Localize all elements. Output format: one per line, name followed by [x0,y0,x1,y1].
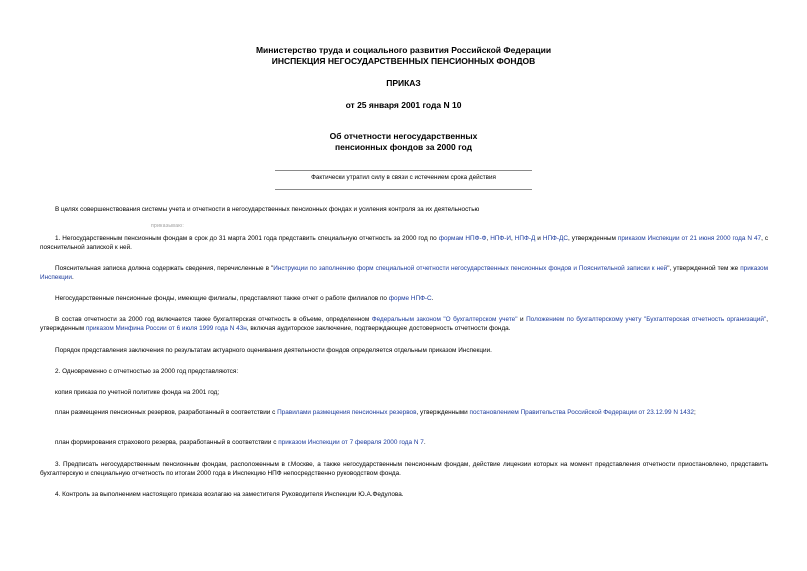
text: , с пояснительной запиской к ней. [40,235,769,251]
link-instruction[interactable]: Инструкции по заполнению форм специальной отчетности негосударственных пенсионных фондов и Пояснительной записки к ней [273,265,668,272]
document-header [0,45,807,66]
text: , включая аудиторское заключение, подтверждающее достоверность отчетности фонда. [246,325,511,332]
text: В состав отчетности за 2000 год включается также бухгалтерская отчетность в объеме, определенном [55,316,372,323]
preamble: В целях совершенствования системы учета и отчетности в негосударственных пенсионных фондах и усиления контроля за их деятельностью [55,206,480,213]
document-date-number: от 25 января 2001 года N 10 [345,100,462,110]
text: , [486,235,491,242]
status-note: Фактически утратил силу в связи с истечением срока действия [275,170,532,190]
text: . [71,274,74,281]
paragraph-8 [40,408,768,417]
paragraph-7: копия приказа по учетной политике фонда на 2001 год; [55,389,220,396]
text: . [431,295,434,302]
text: , [511,235,515,242]
link-minfin-order[interactable]: приказом Минфина России от 6 июля 1999 года N 43н [85,325,247,332]
document-type: ПРИКАЗ [386,78,421,88]
link-form-npf-s[interactable]: форме НПФ-С [388,295,432,302]
link-order-47[interactable]: приказом Инспекции от 21 июня 2000 года N 47 [617,235,762,242]
paragraph-11: 4. Контроль за выполнением настоящего приказа возлагаю на заместителя Руководителя Инспекции Ю.А.Федулова. [55,491,404,498]
paragraph-1 [40,234,768,252]
text: Пояснительная записка должна содержать сведения, перечисленные в " [55,265,274,272]
text: план размещения пенсионных резервов, разработанный в соответствии с [55,409,278,416]
link-placement-rules[interactable]: Правилами размещения пенсионных резервов [277,409,417,416]
title-line-1: Об отчетности негосударственных [329,131,478,141]
link-federal-law[interactable]: Федеральным законом "О бухгалтерском учете" [371,316,518,323]
paragraph-2 [40,264,768,282]
link-form-npf-d[interactable]: НПФ-Д [514,235,536,242]
document-title [0,131,807,152]
inspection-name: ИНСПЕКЦИЯ НЕГОСУДАРСТВЕННЫХ ПЕНСИОННЫХ ФОНДОВ [271,55,536,66]
order-word: приказываю: [151,223,185,229]
link-accounting-regulation[interactable]: Положением по бухгалтерскому учету "Бухгалтерская отчетность организаций" [526,316,767,323]
text: , утвержденным [567,235,618,242]
text: . [423,439,426,446]
link-inspection-order-7[interactable]: приказом Инспекции от 7 февраля 2000 года N 7 [278,439,424,446]
text: ; [693,409,696,416]
link-form-npf-f[interactable]: формам НПФ-Ф [438,235,487,242]
text: Негосударственные пенсионные фонды, имеющие филиалы, представляют также отчет о работе филиалов по [55,295,389,302]
text: ", утвержденной тем же [667,265,741,272]
paragraph-4 [40,315,768,333]
paragraph-10: 3. Предписать негосударственным пенсионным фондам, расположенным в г.Москве, а также негосударственным пенсионным фондам, действие лицензии которых на момент представления отчетности приостановлено, представить бухгалтерскую и специальную отчетность по итогам 2000 года в Инспекцию НПФ непосредственно руководством фонда. [40,461,768,477]
text: 1. Негосударственным пенсионным фондам в срок до 31 марта 2001 года представить специальную отчетность за 2000 год по [55,235,439,242]
link-inspection-order[interactable]: приказом Инспекции [40,265,768,281]
ministry-name: Министерство труда и социального развития Российской Федерации [255,45,552,55]
text: план формирования страхового резерва, разработанный в соответствии с [55,439,279,446]
text: , утвержденными [416,409,470,416]
title-line-2: пенсионных фондов за 2000 год [335,141,472,152]
text: , утвержденным [40,316,768,332]
text: и [517,316,527,323]
paragraph-5: Порядок представления заключения по результатам актуарного оценивания деятельности фондов определяется отдельным приказом Инспекции. [55,347,492,354]
paragraph-9 [40,438,768,447]
link-form-npf-i[interactable]: НПФ-И [490,235,511,242]
link-form-npf-ds[interactable]: НПФ-ДС [542,235,568,242]
text: и [535,235,543,242]
paragraph-3 [40,294,768,303]
paragraph-6: 2. Одновременно с отчетностью за 2000 год представляются: [55,368,239,375]
link-government-resolution[interactable]: постановлением Правительства Российской Федерации от 23.12.99 N 1432 [469,409,694,416]
